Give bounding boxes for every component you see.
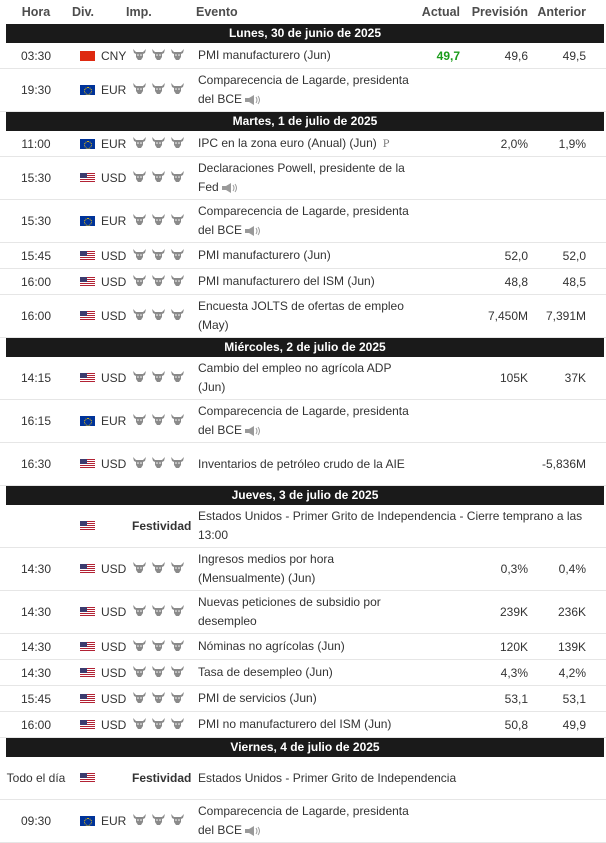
previous-value: 52,0 [562, 248, 586, 263]
bull-icon [132, 274, 151, 290]
importance-rating [126, 813, 196, 829]
bull-icon [170, 213, 189, 229]
table-row[interactable] [0, 443, 606, 486]
event-time: 03:30 [20, 48, 52, 63]
importance-rating [126, 717, 196, 733]
table-row[interactable] [0, 43, 606, 69]
flag-us-icon [80, 694, 95, 704]
previous-value: 37K [564, 371, 586, 385]
event-time: 16:30 [20, 457, 52, 471]
flag-eu-icon [80, 816, 95, 826]
currency-cell [72, 214, 126, 228]
event-cell[interactable] [196, 715, 410, 734]
bull-icon [170, 717, 189, 733]
forecast-value: 7,450M [487, 309, 528, 323]
speaker-icon [242, 423, 262, 437]
bull-icon [170, 639, 189, 655]
currency-cell [72, 309, 126, 323]
event-cell[interactable] [196, 769, 588, 788]
flag-eu-icon [80, 139, 95, 149]
event-name[interactable]: Cambio del empleo no agrícola ADP (Jun) [198, 361, 392, 394]
importance-rating [126, 413, 196, 429]
currency-cell [72, 414, 126, 428]
forecast-value: 105K [499, 371, 528, 385]
event-time: 14:15 [20, 371, 52, 385]
holiday-label [126, 519, 196, 533]
bull-icon [132, 456, 151, 472]
event-name[interactable]: Declaraciones Powell, presidente de la Fed [198, 161, 405, 194]
flag-eu-icon [80, 216, 95, 226]
importance-rating [126, 561, 196, 577]
event-time: 15:45 [20, 691, 52, 706]
forecast-value: 239K [499, 605, 528, 619]
flag-eu-icon [80, 85, 95, 95]
currency-cell [72, 83, 126, 97]
day-header: Martes, 1 de julio de 2025 [6, 112, 604, 131]
table-row[interactable] [0, 686, 606, 712]
bull-icon [170, 308, 189, 324]
event-time: 16:15 [20, 414, 52, 428]
previous-value: 49,5 [562, 48, 586, 63]
day-header: Lunes, 30 de junio de 2025 [6, 24, 604, 43]
flag-cn-icon [80, 51, 95, 61]
previous-value: 0,4% [558, 562, 586, 576]
bull-icon [151, 665, 170, 681]
event-time: 11:00 [21, 136, 51, 151]
event-cell[interactable] [196, 593, 410, 631]
forecast-value: 49,6 [504, 48, 528, 63]
currency-code: USD [101, 562, 127, 576]
bull-icon [132, 639, 151, 655]
bull-icon [151, 170, 170, 186]
bull-icon [151, 561, 170, 577]
bull-icon [132, 413, 151, 429]
event-name[interactable]: Estados Unidos - Primer Grito de Independencia [198, 770, 457, 785]
table-header [0, 0, 606, 24]
currency-code: CNY [101, 48, 127, 63]
event-cell[interactable] [196, 689, 410, 708]
event-cell[interactable] [196, 134, 410, 154]
previous-value: 1,9% [558, 136, 586, 151]
event-time: 19:30 [20, 83, 52, 97]
bull-icon [132, 665, 151, 681]
currency-cell [72, 49, 126, 63]
forecast-value: 4,3% [500, 665, 528, 680]
flag-us-icon [80, 607, 95, 617]
currency-cell [72, 814, 126, 828]
table-row[interactable] [0, 634, 606, 660]
table-row[interactable] [0, 800, 606, 843]
event-name[interactable]: Nuevas peticiones de subsidio por desempleo [198, 595, 381, 628]
bull-icon [151, 717, 170, 733]
holiday-text: Festividad [132, 771, 192, 785]
event-time: 14:30 [20, 665, 52, 680]
table-row[interactable] [0, 131, 606, 157]
table-row[interactable] [0, 757, 606, 800]
bull-icon [151, 604, 170, 620]
currency-cell [72, 605, 126, 619]
importance-rating [126, 136, 196, 152]
importance-rating [126, 274, 196, 290]
event-name[interactable]: Comparecencia de Lagarde, presidenta del BCE [198, 804, 409, 837]
header-importance[interactable]: Imp. [126, 5, 152, 19]
event-name[interactable]: Inventarios de petróleo crudo de la AIE [198, 456, 405, 471]
forecast-value: 2,0% [500, 136, 528, 151]
forecast-value: 120K [499, 639, 528, 654]
currency-code: EUR [101, 83, 127, 97]
currency-cell [72, 137, 126, 151]
bull-icon [151, 639, 170, 655]
previous-value: 7,391M [545, 309, 586, 323]
bull-icon [170, 456, 189, 472]
forecast-value: 52,0 [504, 248, 528, 263]
importance-rating [126, 213, 196, 229]
flag-us-icon [80, 720, 95, 730]
day-header: Jueves, 3 de julio de 2025 [6, 486, 604, 505]
event-time: 09:30 [20, 814, 52, 828]
forecast-value: 50,8 [504, 717, 528, 732]
bull-icon [170, 170, 189, 186]
day-header: Viernes, 4 de julio de 2025 [6, 738, 604, 757]
event-cell[interactable] [196, 46, 410, 65]
bull-icon [170, 136, 189, 152]
event-time: 14:30 [20, 605, 52, 619]
bull-icon [132, 717, 151, 733]
event-time: 15:30 [20, 214, 52, 228]
table-row[interactable] [0, 505, 606, 548]
currency-cell [72, 692, 126, 706]
event-cell[interactable] [196, 246, 410, 265]
event-time: 14:30 [20, 639, 52, 654]
bull-icon [170, 82, 189, 98]
table-row[interactable] [0, 400, 606, 443]
bull-icon [170, 813, 189, 829]
event-time: 15:45 [20, 248, 52, 263]
currency-code: USD [101, 605, 127, 619]
bull-icon [151, 48, 170, 64]
event-time: 14:30 [20, 562, 52, 576]
table-row[interactable] [0, 548, 606, 591]
importance-rating [126, 639, 196, 655]
event-time: 16:00 [20, 274, 52, 289]
currency-cell [72, 521, 126, 531]
flag-eu-icon [80, 416, 95, 426]
currency-code: USD [101, 171, 127, 185]
importance-rating [126, 604, 196, 620]
flag-us-icon [80, 373, 95, 383]
bull-icon [151, 691, 170, 707]
bull-icon [151, 82, 170, 98]
event-time: 16:00 [20, 309, 52, 323]
flag-us-icon [80, 642, 95, 652]
table-row[interactable] [0, 712, 606, 738]
currency-code: USD [101, 639, 127, 654]
event-name[interactable]: PMI manufacturero (Jun) [198, 248, 331, 262]
event-name[interactable]: Comparecencia de Lagarde, presidenta del BCE [198, 73, 409, 106]
importance-rating [126, 48, 196, 64]
flag-us-icon [80, 173, 95, 183]
header-time[interactable]: Hora [21, 5, 51, 19]
flag-us-icon [80, 521, 95, 531]
bull-icon [151, 274, 170, 290]
currency-cell [72, 718, 126, 732]
event-cell[interactable] [196, 455, 410, 474]
event-name[interactable]: Ingresos medios por hora (Mensualmente) (Jun) [198, 552, 335, 585]
importance-rating [126, 82, 196, 98]
event-name[interactable]: Encuesta JOLTS de ofertas de empleo (May) [198, 299, 404, 332]
event-cell[interactable] [196, 402, 410, 440]
currency-cell [72, 171, 126, 185]
event-cell[interactable] [196, 663, 410, 682]
bull-icon [132, 48, 151, 64]
currency-code: EUR [101, 414, 127, 428]
speaker-icon [242, 92, 262, 106]
bull-icon [132, 308, 151, 324]
previous-value: 53,1 [562, 691, 586, 706]
bull-icon [170, 604, 189, 620]
bull-icon [132, 370, 151, 386]
importance-rating [126, 248, 196, 264]
table-row[interactable] [0, 157, 606, 200]
currency-cell [72, 640, 126, 654]
bull-icon [151, 813, 170, 829]
previous-value: 49,9 [562, 717, 586, 732]
importance-rating [126, 665, 196, 681]
flag-us-icon [80, 277, 95, 287]
currency-cell [72, 457, 126, 471]
currency-code: USD [101, 665, 127, 680]
currency-code: EUR [101, 814, 127, 828]
bull-icon [151, 308, 170, 324]
previous-value: 139K [557, 639, 586, 654]
event-name[interactable]: PMI manufacturero del ISM (Jun) [198, 274, 375, 288]
bull-icon [132, 248, 151, 264]
table-row[interactable] [0, 295, 606, 338]
header-actual[interactable]: Actual [421, 5, 460, 19]
bull-icon [170, 274, 189, 290]
table-row[interactable] [0, 69, 606, 112]
bull-icon [170, 48, 189, 64]
bull-icon [151, 370, 170, 386]
bull-icon [132, 213, 151, 229]
table-row[interactable] [0, 243, 606, 269]
event-name[interactable]: PMI de servicios (Jun) [198, 691, 317, 705]
speaker-icon [219, 180, 239, 194]
event-name[interactable]: Nóminas no agrícolas (Jun) [198, 639, 345, 653]
forecast-value: 48,8 [504, 274, 528, 289]
previous-value: -5,836M [541, 457, 586, 471]
bull-icon [132, 82, 151, 98]
bull-icon [151, 248, 170, 264]
bull-icon [132, 604, 151, 620]
event-cell[interactable] [196, 297, 410, 335]
event-name[interactable]: PMI no manufacturero del ISM (Jun) [198, 717, 392, 731]
speaker-icon [242, 823, 262, 837]
previous-value: 48,5 [562, 274, 586, 289]
importance-rating [126, 170, 196, 186]
importance-rating [126, 308, 196, 324]
bull-icon [170, 691, 189, 707]
event-cell[interactable] [196, 359, 410, 397]
currency-cell [72, 249, 126, 263]
event-name[interactable]: IPC en la zona euro (Anual) (Jun) [198, 135, 377, 150]
currency-code: USD [101, 309, 127, 323]
previous-value: 236K [557, 605, 586, 619]
event-name[interactable]: Tasa de desempleo (Jun) [198, 665, 333, 679]
currency-code: EUR [101, 136, 127, 151]
bull-icon [151, 136, 170, 152]
flag-us-icon [80, 251, 95, 261]
flag-us-icon [80, 773, 95, 783]
forecast-value: 0,3% [500, 562, 528, 576]
event-cell[interactable] [196, 550, 410, 588]
table-row[interactable] [0, 269, 606, 295]
bull-icon [151, 456, 170, 472]
bull-icon [151, 213, 170, 229]
event-cell[interactable] [196, 637, 410, 656]
flag-us-icon [80, 564, 95, 574]
event-time: 15:30 [20, 171, 52, 185]
event-cell[interactable] [196, 272, 410, 291]
event-cell[interactable] [196, 202, 410, 240]
currency-code: EUR [101, 214, 127, 228]
table-row[interactable] [0, 200, 606, 243]
previous-value: 4,2% [558, 665, 586, 680]
currency-cell [72, 371, 126, 385]
flag-us-icon [80, 459, 95, 469]
bull-icon [132, 813, 151, 829]
holiday-label [126, 771, 196, 785]
event-time: 16:00 [20, 717, 52, 732]
preliminary-icon: P [382, 138, 390, 150]
holiday-text: Festividad [132, 519, 192, 533]
bull-icon [132, 691, 151, 707]
event-name[interactable]: Comparecencia de Lagarde, presidenta del BCE [198, 204, 409, 237]
forecast-value: 53,1 [504, 691, 528, 706]
header-previous[interactable]: Anterior [537, 5, 586, 19]
importance-rating [126, 456, 196, 472]
event-cell[interactable] [196, 507, 588, 545]
bull-icon [170, 561, 189, 577]
event-cell[interactable] [196, 802, 410, 840]
calendar-body [0, 24, 606, 843]
event-cell[interactable] [196, 159, 410, 197]
table-row[interactable] [0, 660, 606, 686]
table-row[interactable] [0, 591, 606, 634]
bull-icon [132, 170, 151, 186]
flag-us-icon [80, 311, 95, 321]
bull-icon [132, 136, 151, 152]
bull-icon [132, 561, 151, 577]
event-time: Todo el día [6, 771, 66, 785]
importance-rating [126, 691, 196, 707]
bull-icon [170, 370, 189, 386]
currency-code: USD [101, 691, 127, 706]
event-cell[interactable] [196, 71, 410, 109]
currency-code: USD [101, 457, 127, 471]
bull-icon [170, 665, 189, 681]
currency-cell [72, 275, 126, 289]
header-currency[interactable]: Div. [72, 5, 94, 19]
header-forecast[interactable]: Previsión [471, 5, 528, 19]
currency-code: USD [101, 371, 127, 385]
currency-cell [72, 562, 126, 576]
bull-icon [170, 413, 189, 429]
event-name[interactable]: Estados Unidos - Primer Grito de Independencia - Cierre temprano a las 13:00 [198, 509, 583, 542]
event-name[interactable]: Comparecencia de Lagarde, presidenta del BCE [198, 404, 409, 437]
speaker-icon [242, 223, 262, 237]
currency-code: USD [101, 274, 127, 289]
flag-us-icon [80, 668, 95, 678]
actual-value: 49,7 [436, 48, 460, 63]
day-header: Miércoles, 2 de julio de 2025 [6, 338, 604, 357]
currency-code: USD [101, 248, 127, 263]
header-event[interactable]: Evento [196, 5, 238, 19]
table-row[interactable] [0, 357, 606, 400]
bull-icon [170, 248, 189, 264]
currency-cell [72, 773, 126, 783]
currency-cell [72, 666, 126, 680]
bull-icon [151, 413, 170, 429]
currency-code: USD [101, 717, 127, 732]
importance-rating [126, 370, 196, 386]
event-name[interactable]: PMI manufacturero (Jun) [198, 48, 331, 62]
